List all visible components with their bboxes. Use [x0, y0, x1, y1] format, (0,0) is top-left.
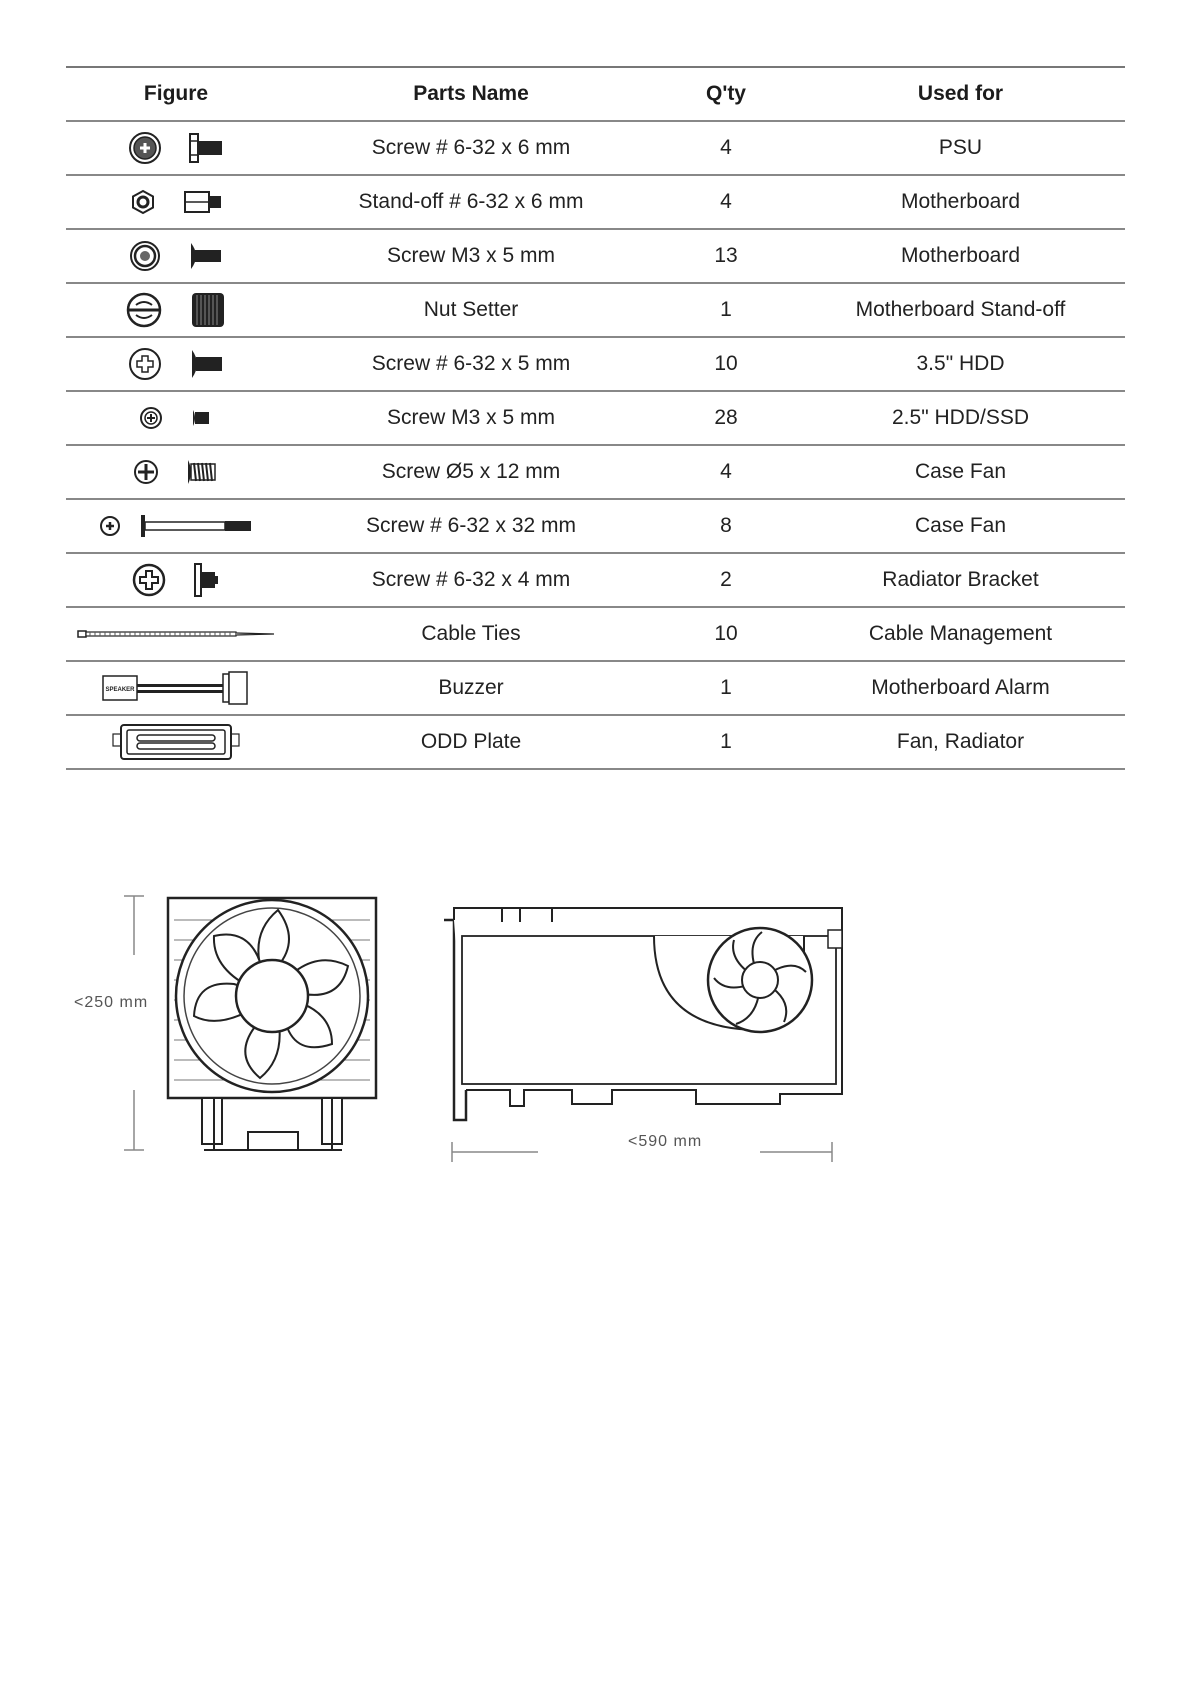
header-qty: Q'ty [705, 82, 746, 105]
table-row [66, 121, 1125, 175]
bracket-screw-icon [66, 555, 286, 605]
table-row [66, 283, 1125, 337]
table-row [66, 175, 1125, 229]
gpu-length-label: <590 mm [628, 1133, 703, 1150]
part-used-for: Cable Management [868, 622, 1053, 645]
part-qty: 2 [720, 568, 732, 591]
table-row [66, 445, 1125, 499]
part-qty: 28 [714, 406, 738, 429]
part-name: Screw # 6-32 x 4 mm [371, 568, 571, 591]
hdd-screw-icon [66, 339, 286, 389]
part-used-for: Case Fan [914, 460, 1007, 483]
psu-screw-icon [66, 123, 286, 173]
table-row [66, 229, 1125, 283]
part-name: Buzzer [438, 676, 504, 699]
part-qty: 10 [714, 352, 738, 375]
part-qty: 1 [720, 676, 732, 699]
part-used-for: Case Fan [914, 514, 1007, 537]
header-parts-name: Parts Name [413, 82, 529, 105]
table-row [66, 391, 1125, 445]
part-name: Screw # 6-32 x 6 mm [371, 136, 571, 159]
cpu-cooler-icon [64, 880, 384, 1180]
part-used-for: 3.5" HDD [916, 352, 1005, 375]
part-name: Screw Ø5 x 12 mm [381, 460, 561, 483]
table-row [66, 715, 1125, 769]
header-figure: Figure [143, 82, 209, 105]
part-used-for: Motherboard [900, 244, 1021, 267]
buzzer-icon [66, 663, 286, 713]
standoff-icon [66, 177, 286, 227]
part-used-for: 2.5" HDD/SSD [892, 406, 1029, 429]
table-row [66, 553, 1125, 607]
part-name: ODD Plate [420, 730, 522, 753]
cable-tie-icon [66, 609, 286, 659]
parts-table [66, 66, 1125, 770]
part-name: Stand-off # 6-32 x 6 mm [358, 190, 584, 213]
part-qty: 1 [720, 730, 732, 753]
part-qty: 4 [720, 136, 732, 159]
part-name: Nut Setter [423, 298, 519, 321]
part-used-for: Radiator Bracket [882, 568, 1039, 591]
header-used-for: Used for [917, 82, 1004, 105]
part-name: Screw # 6-32 x 5 mm [371, 352, 571, 375]
cpu-cooler-height-label: <250 mm [74, 994, 149, 1011]
part-used-for: Motherboard Alarm [871, 676, 1050, 699]
part-name: Screw # 6-32 x 32 mm [365, 514, 577, 537]
nut-setter-icon [66, 285, 286, 335]
part-qty: 10 [714, 622, 738, 645]
ssd-screw-icon [66, 393, 286, 443]
part-qty: 4 [720, 190, 732, 213]
table-row [66, 661, 1125, 715]
part-qty: 13 [714, 244, 738, 267]
part-used-for: Motherboard [900, 190, 1021, 213]
table-row [66, 607, 1125, 661]
table-row [66, 337, 1125, 391]
part-used-for: PSU [938, 136, 983, 159]
part-qty: 1 [720, 298, 732, 321]
table-header-row [66, 67, 1125, 121]
table-row [66, 499, 1125, 553]
m3-screw-icon [66, 231, 286, 281]
clearance-illustrations [64, 880, 854, 1180]
part-qty: 8 [720, 514, 732, 537]
long-screw-icon [66, 501, 286, 551]
fan-screw-icon [66, 447, 286, 497]
part-name: Screw M3 x 5 mm [386, 406, 556, 429]
odd-plate-icon [66, 717, 286, 767]
part-used-for: Motherboard Stand-off [855, 298, 1066, 321]
part-name: Screw M3 x 5 mm [386, 244, 556, 267]
part-name: Cable Ties [421, 622, 521, 645]
part-qty: 4 [720, 460, 732, 483]
part-used-for: Fan, Radiator [896, 730, 1025, 753]
buzzer-speaker-label: SPEAKER [105, 687, 135, 693]
